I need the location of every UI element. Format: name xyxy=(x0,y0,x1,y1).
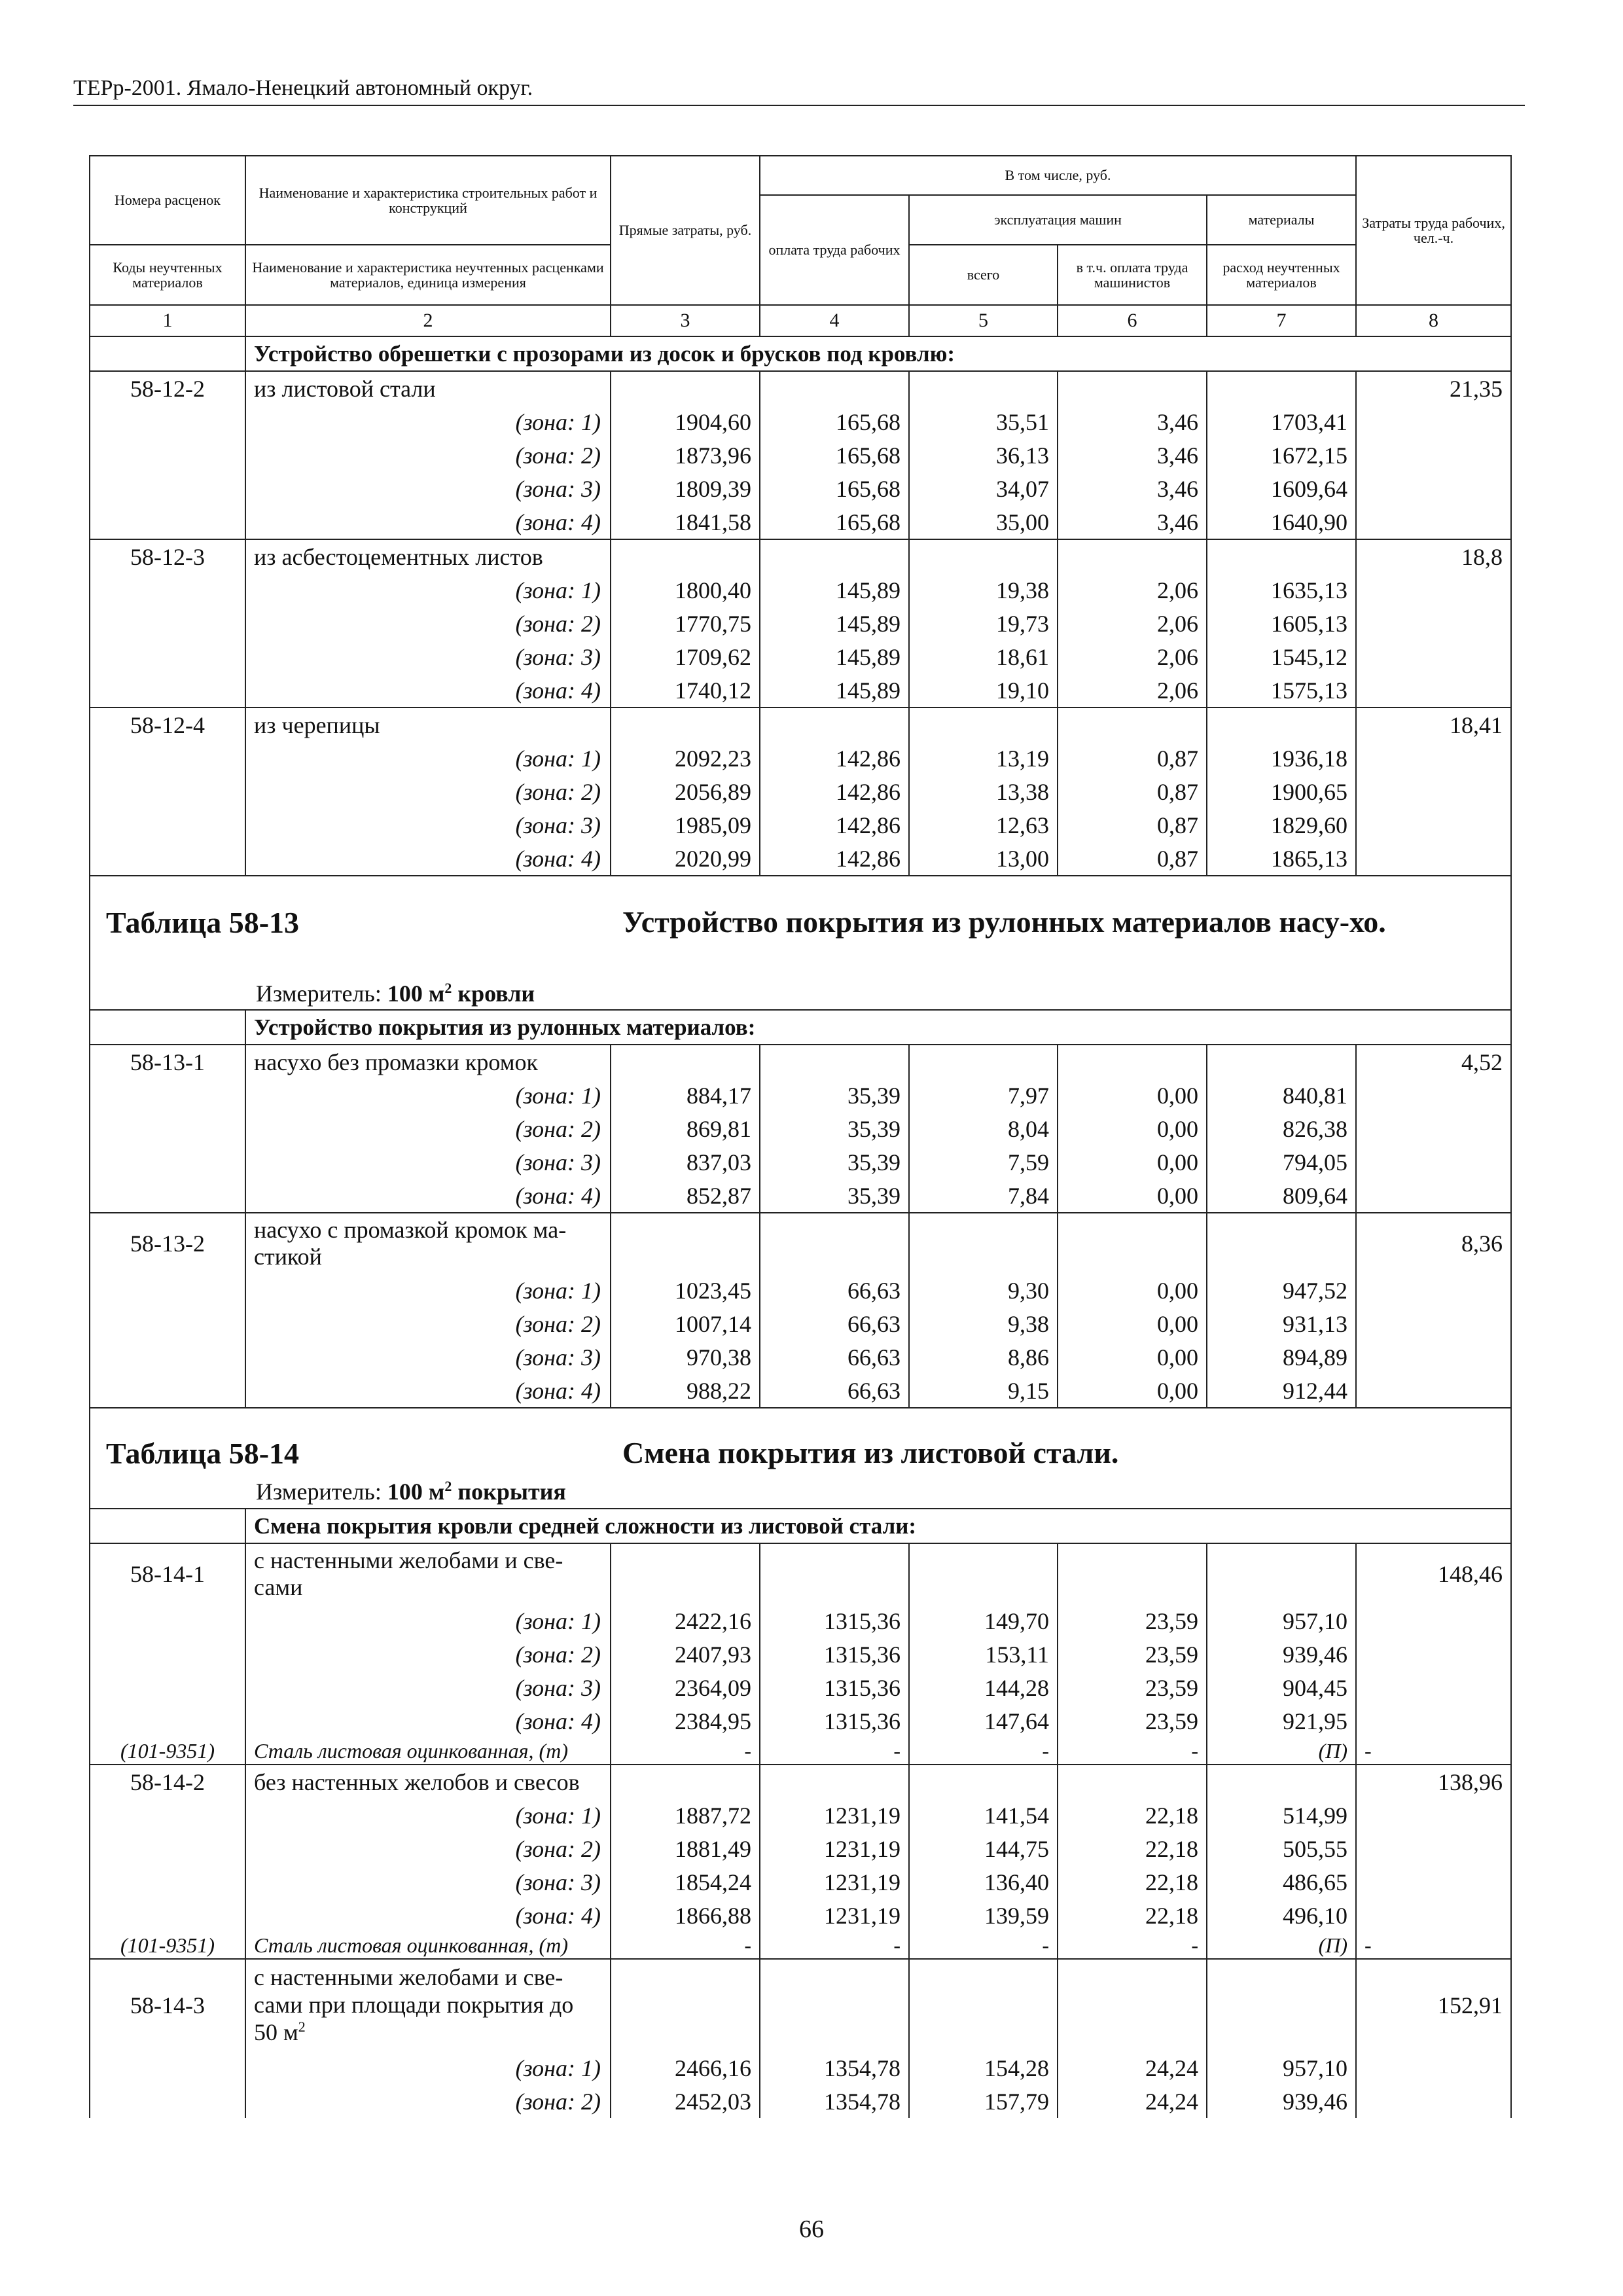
zone-row: (зона: 1) 1887,72 1231,19 141,54 22,18 514,99 xyxy=(90,1799,1511,1832)
zone-row: (зона: 3) 1854,24 1231,19 136,40 22,18 486,65 xyxy=(90,1865,1511,1899)
zone-row: (зона: 1) 884,17 35,39 7,97 0,00 840,81 xyxy=(90,1079,1511,1112)
col-material-name: Наименование и характеристика неучтенных расценками материалов, единица измерения xyxy=(245,245,611,305)
col-material-codes: Коды неучтенных материалов xyxy=(90,245,245,305)
zone-row: (зона: 3) 970,38 66,63 8,86 0,00 894,89 xyxy=(90,1340,1511,1374)
rates-table xyxy=(89,155,1512,2118)
zone-row: (зона: 2) 1873,96 165,68 36,13 3,46 1672,15 xyxy=(90,439,1511,472)
zone-row: (зона: 2) 1770,75 145,89 19,73 2,06 1605,13 xyxy=(90,607,1511,640)
col-machinist-pay: в т.ч. оплата труда машинистов xyxy=(1058,245,1207,305)
running-header: ТЕРр-2001. Ямало-Ненецкий автономный округ. xyxy=(73,76,533,100)
section-title: Устройство обрешетки с прозорами из досок и брусков под кровлю: xyxy=(90,336,1511,371)
rate-row: 58-12-3 из асбестоцементных листов 18,8 xyxy=(90,539,1511,573)
zone-row: (зона: 4) 1740,12 145,89 19,10 2,06 1575,13 xyxy=(90,673,1511,708)
zone-row: (зона: 2) 1007,14 66,63 9,38 0,00 931,13 xyxy=(90,1307,1511,1340)
col-materials: материалы xyxy=(1207,195,1356,245)
zone-row: (зона: 3) 2364,09 1315,36 144,28 23,59 904,45 xyxy=(90,1671,1511,1704)
section-title: Смена покрытия кровли средней сложности из листовой стали: xyxy=(90,1509,1511,1543)
zone-row: (зона: 1) 1904,60 165,68 35,51 3,46 1703,41 xyxy=(90,405,1511,439)
zone-row: (зона: 4) 2384,95 1315,36 147,64 23,59 921,95 xyxy=(90,1704,1511,1738)
material-row: (101-9351) Сталь листовая оцинкованная, (т) - - - - (П) - xyxy=(90,1738,1511,1765)
zone-row: (зона: 2) 2452,03 1354,78 157,79 24,24 939,46 xyxy=(90,2085,1511,2118)
col-rate-numbers: Номера расценок xyxy=(90,156,245,245)
zone-row: (зона: 1) 2092,23 142,86 13,19 0,87 1936,18 xyxy=(90,742,1511,775)
col-worker-pay: оплата труда рабочих xyxy=(760,195,909,305)
table-heading-58-13: Таблица 58-13 Устройство покрытия из рулонных материалов насу-хо. Измеритель: 100 $м^2$ кровли xyxy=(90,876,1511,1010)
zone-row: (зона: 3) 837,03 35,39 7,59 0,00 794,05 xyxy=(90,1145,1511,1179)
zone-row: (зона: 3) 1985,09 142,86 12,63 0,87 1829,60 xyxy=(90,808,1511,842)
section-title: Устройство покрытия из рулонных материалов: xyxy=(90,1010,1511,1045)
zone-row: (зона: 1) 1800,40 145,89 19,38 2,06 1635,13 xyxy=(90,573,1511,607)
col-direct-costs: Прямые затраты, руб. xyxy=(611,156,760,305)
zone-row: (зона: 1) 2422,16 1315,36 149,70 23,59 957,10 xyxy=(90,1604,1511,1638)
zone-row: (зона: 2) 1881,49 1231,19 144,75 22,18 505,55 xyxy=(90,1832,1511,1865)
table-heading-58-14: Таблица 58-14 Смена покрытия из листовой стали. Измеритель: 100 $м^2$ покрытия xyxy=(90,1408,1511,1509)
rate-row: 58-14-1 с настенными желобами и све-сами 148,46 xyxy=(90,1543,1511,1604)
material-row: (101-9351) Сталь листовая оцинкованная, (т) - - - - (П) - xyxy=(90,1932,1511,1959)
col-including: В том числе, руб. xyxy=(760,156,1356,195)
zone-row: (зона: 2) 2056,89 142,86 13,38 0,87 1900,65 xyxy=(90,775,1511,808)
zone-row: (зона: 3) 1809,39 165,68 34,07 3,46 1609,64 xyxy=(90,472,1511,505)
col-material-consumption: расход неучтенных материалов xyxy=(1207,245,1356,305)
zone-row: (зона: 1) 1023,45 66,63 9,30 0,00 947,52 xyxy=(90,1274,1511,1307)
col-machines-total: всего xyxy=(909,245,1058,305)
zone-row: (зона: 1) 2466,16 1354,78 154,28 24,24 957,10 xyxy=(90,2051,1511,2085)
rate-row: 58-14-3 с настенными желобами и све-сами при площади покрытия до 50 $м^2$ 152,91 xyxy=(90,1959,1511,2051)
zone-row: (зона: 2) 2407,93 1315,36 153,11 23,59 939,46 xyxy=(90,1638,1511,1671)
col-machines: эксплуатация машин xyxy=(909,195,1207,245)
col-labor-costs: Затраты труда рабочих, чел.-ч. xyxy=(1356,156,1511,305)
page-number: 66 xyxy=(799,2215,824,2243)
zone-row: (зона: 4) 852,87 35,39 7,84 0,00 809,64 xyxy=(90,1179,1511,1213)
zone-row: (зона: 2) 869,81 35,39 8,04 0,00 826,38 xyxy=(90,1112,1511,1145)
rate-row: 58-13-1 насухо без промазки кромок 4,52 xyxy=(90,1045,1511,1079)
rate-row: 58-12-4 из черепицы 18,41 xyxy=(90,708,1511,742)
zone-row: (зона: 4) 2020,99 142,86 13,00 0,87 1865,13 xyxy=(90,842,1511,876)
header-rule xyxy=(73,105,1525,106)
zone-row: (зона: 4) 1866,88 1231,19 139,59 22,18 496,10 xyxy=(90,1899,1511,1932)
zone-row: (зона: 3) 1709,62 145,89 18,61 2,06 1545,12 xyxy=(90,640,1511,673)
col-work-name: Наименование и характеристика строительных работ и конструкций xyxy=(245,156,611,245)
zone-row: (зона: 4) 1841,58 165,68 35,00 3,46 1640,90 xyxy=(90,505,1511,539)
column-numbers-row: 1 2 3 4 5 6 7 8 xyxy=(90,305,1511,336)
rate-row: 58-13-2 насухо с промазкой кромок ма-стикой 8,36 xyxy=(90,1213,1511,1274)
rate-row: 58-14-2 без настенных желобов и свесов 138,96 xyxy=(90,1765,1511,1799)
zone-row: (зона: 4) 988,22 66,63 9,15 0,00 912,44 xyxy=(90,1374,1511,1408)
rate-row: 58-12-2 из листовой стали 21,35 xyxy=(90,371,1511,405)
